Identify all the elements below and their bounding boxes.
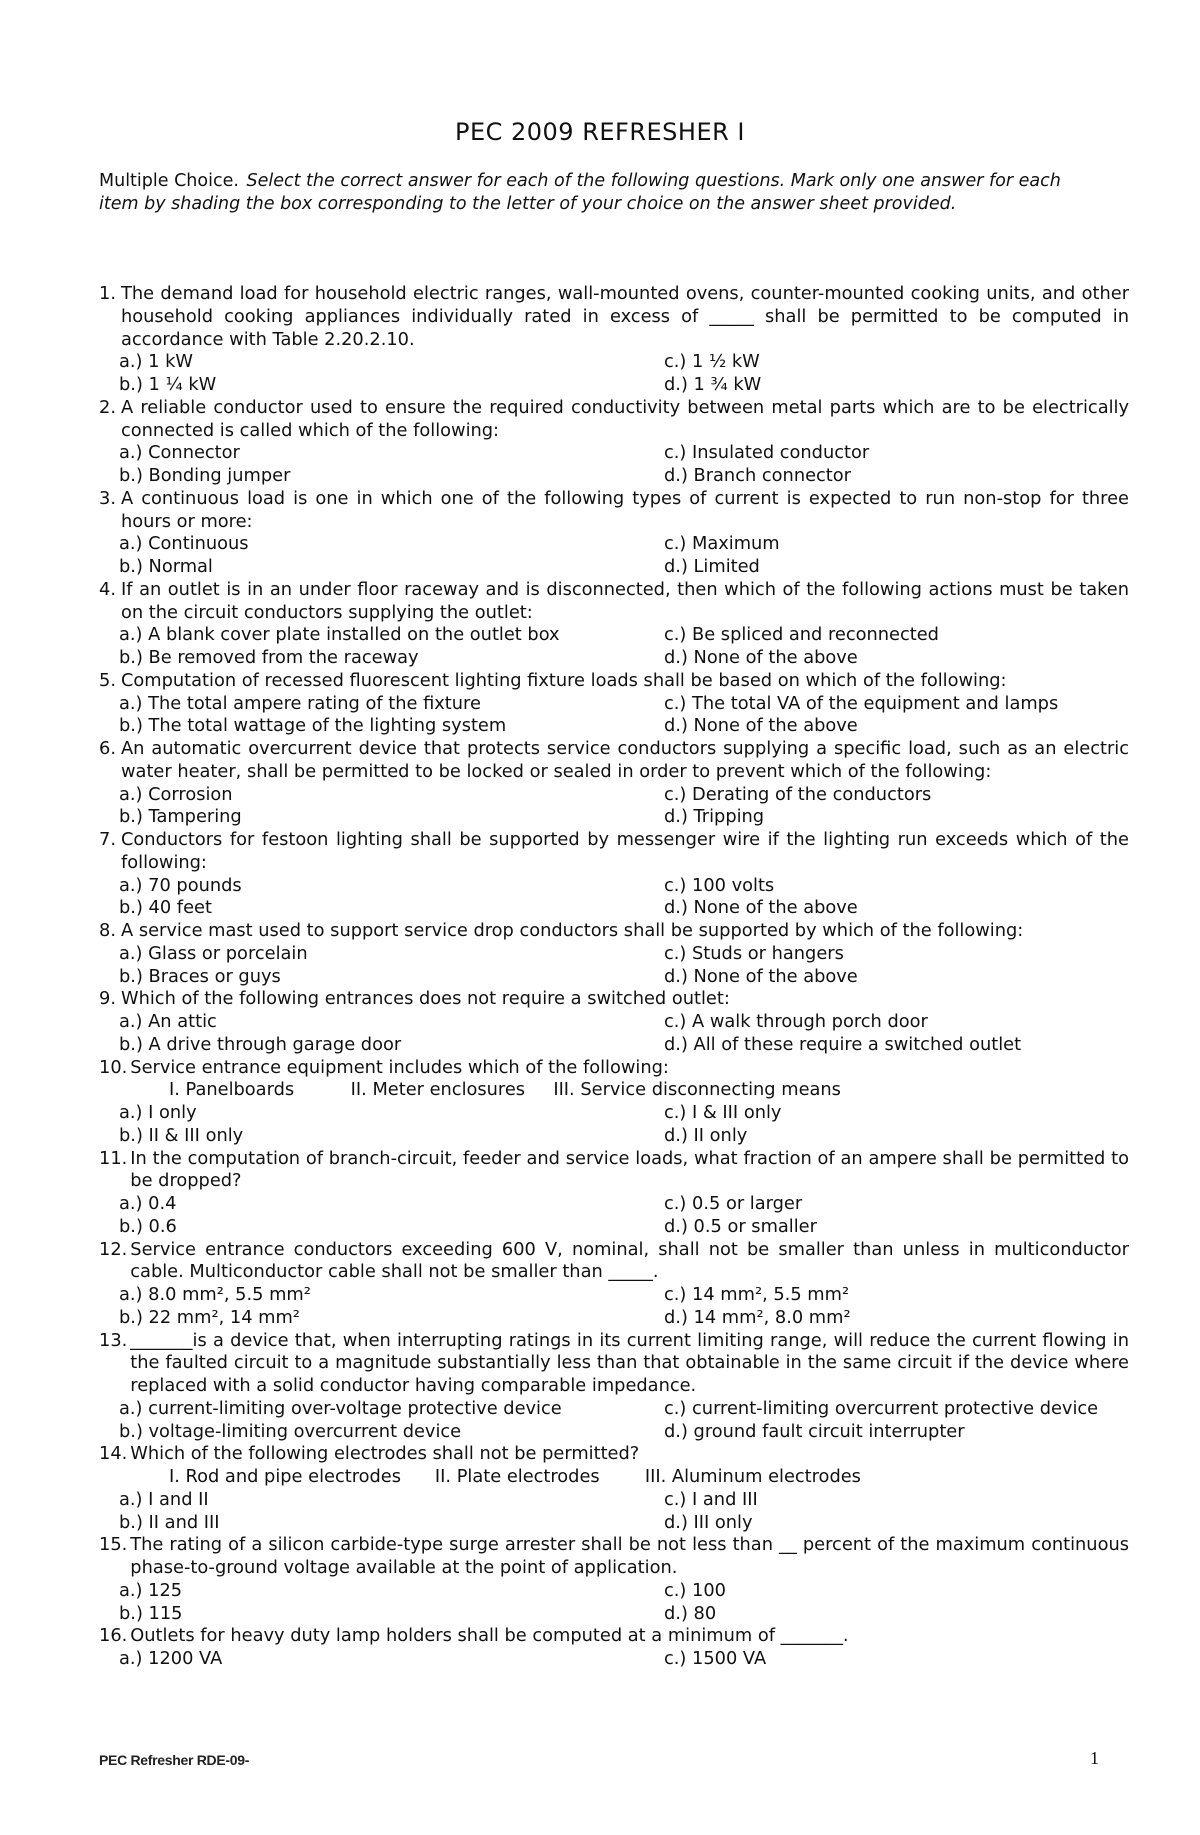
question-text: Service entrance equipment includes which of the following: xyxy=(130,1056,669,1078)
question-stem xyxy=(99,1057,1129,1080)
answer-option: a.) A blank cover plate installed on the outlet box xyxy=(119,624,560,646)
answer-option: b.) A drive through garage door xyxy=(119,1033,402,1055)
question-number: 6. xyxy=(99,738,116,759)
question-stem xyxy=(99,1239,1129,1285)
answer-option: d.) None of the above xyxy=(664,897,858,919)
option-row xyxy=(119,1489,1129,1512)
question-stem xyxy=(99,1148,1129,1194)
option-row xyxy=(119,1307,1129,1330)
answer-option: b.) II and III xyxy=(119,1511,220,1533)
question-number: 5. xyxy=(99,669,116,691)
answer-option: a.) 1 kW xyxy=(119,351,193,373)
option-row xyxy=(119,1421,1129,1444)
option-row xyxy=(119,715,1129,738)
option-row xyxy=(119,1512,1129,1535)
question-6 xyxy=(99,738,1129,829)
answer-option: a.) I and II xyxy=(119,1488,209,1510)
answer-option: d.) None of the above xyxy=(664,647,858,668)
question-text: Outlets for heavy duty lamp holders shall be computed at a minimum of _______. xyxy=(130,1625,849,1647)
answer-option: d.) 1 ¾ kW xyxy=(664,374,762,395)
answer-options xyxy=(99,442,1129,488)
option-row xyxy=(119,784,1129,807)
answer-option: c.) The total VA of the equipment and lamps xyxy=(664,692,1059,714)
question-text: Which of the following entrances does not require a switched outlet: xyxy=(121,988,730,1010)
answer-option: d.) Branch connector xyxy=(664,465,851,486)
question-number: 8. xyxy=(99,920,116,941)
answer-option: d.) III only xyxy=(664,1511,753,1533)
question-11 xyxy=(99,1148,1129,1239)
option-row xyxy=(119,442,1129,465)
option-row xyxy=(119,1125,1129,1148)
option-row xyxy=(119,1216,1129,1239)
option-row xyxy=(119,1603,1129,1626)
question-text: Conductors for festoon lighting shall be supported by messenger wire if the lighting run exceeds which of the following: xyxy=(121,829,1129,873)
answer-options xyxy=(99,1398,1129,1444)
answer-option: b.) Normal xyxy=(119,556,213,577)
question-stem xyxy=(99,488,1129,534)
answer-options xyxy=(99,1011,1129,1057)
question-stem xyxy=(99,670,1129,693)
answer-option: b.) 40 feet xyxy=(119,897,212,919)
question-9 xyxy=(99,988,1129,1056)
answer-option: a.) An attic xyxy=(119,1011,217,1032)
question-items: I. Panelboards II. Meter enclosures III. Service disconnecting means xyxy=(169,1079,841,1101)
question-number: 9. xyxy=(99,988,116,1010)
answer-option: d.) ground fault circuit interrupter xyxy=(664,1420,965,1442)
answer-option: b.) Braces or guys xyxy=(119,965,281,987)
question-stem xyxy=(99,1330,1129,1398)
answer-option: b.) 1 ¼ kW xyxy=(119,374,217,395)
answer-options xyxy=(99,1489,1129,1535)
question-number: 3. xyxy=(99,487,116,509)
question-stem xyxy=(99,1443,1129,1466)
answer-option: a.) The total ampere rating of the fixture xyxy=(119,692,481,714)
option-row xyxy=(119,624,1129,647)
answer-option: a.) Continuous xyxy=(119,533,249,555)
answer-option: b.) Be removed from the raceway xyxy=(119,647,419,668)
answer-option: b.) II & III only xyxy=(119,1124,244,1146)
instructions-lead: Multiple Choice. xyxy=(99,171,239,191)
answer-option: d.) Limited xyxy=(664,556,760,577)
answer-option: a.) 1200 VA xyxy=(119,1648,223,1669)
answer-option: d.) 0.5 or smaller xyxy=(664,1215,817,1237)
question-3 xyxy=(99,488,1129,579)
answer-option: d.) 14 mm², 8.0 mm² xyxy=(664,1306,851,1328)
answer-option: c.) Studs or hangers xyxy=(664,942,844,964)
option-row xyxy=(119,1102,1129,1125)
option-row xyxy=(119,1648,1129,1671)
question-text: _______is a device that, when interrupting ratings in its current limiting range, will reduce the current flowing in the faulted circuit to a magnitude substantially less than that obtainable in the same circuit if the device where replaced with a solid conductor having comparable impedance. xyxy=(130,1329,1129,1396)
question-stem xyxy=(99,397,1129,443)
answer-options xyxy=(99,875,1129,921)
answer-option: b.) The total wattage of the lighting system xyxy=(119,715,507,737)
question-list xyxy=(99,283,1129,1671)
answer-option: b.) 22 mm², 14 mm² xyxy=(119,1306,300,1328)
answer-options xyxy=(99,533,1129,579)
option-row xyxy=(119,351,1129,374)
answer-options xyxy=(99,1284,1129,1330)
answer-option: a.) Corrosion xyxy=(119,783,233,805)
question-number: 16. xyxy=(99,1625,128,1647)
option-row xyxy=(119,1284,1129,1307)
question-14 xyxy=(99,1443,1129,1534)
answer-option: c.) Derating of the conductors xyxy=(664,783,932,805)
answer-option: c.) I & III only xyxy=(664,1102,782,1123)
answer-option: c.) Maximum xyxy=(664,533,780,555)
option-row xyxy=(119,647,1129,670)
question-number: 15. xyxy=(99,1534,128,1556)
answer-option: c.) 14 mm², 5.5 mm² xyxy=(664,1284,850,1305)
answer-options xyxy=(99,351,1129,397)
question-text: An automatic overcurrent device that protects service conductors supplying a specific load, such as an electric water heater, shall be permitted to be locked or sealed in order to prevent which of the following: xyxy=(121,738,1129,782)
answer-option: d.) Tripping xyxy=(664,806,765,828)
answer-option: b.) Bonding jumper xyxy=(119,465,291,486)
question-text: A service mast used to support service drop conductors shall be supported by which of the following: xyxy=(121,920,1024,941)
option-row xyxy=(119,556,1129,579)
question-number: 7. xyxy=(99,829,116,850)
answer-option: c.) 100 xyxy=(664,1579,726,1601)
answer-option: c.) Be spliced and reconnected xyxy=(664,624,939,646)
answer-option: c.) Insulated conductor xyxy=(664,442,870,464)
answer-options xyxy=(99,1648,1129,1671)
question-number: 1. xyxy=(99,283,116,304)
question-stem xyxy=(99,283,1129,351)
option-row xyxy=(119,806,1129,829)
question-7 xyxy=(99,829,1129,920)
answer-option: d.) None of the above xyxy=(664,715,858,737)
answer-option: d.) 80 xyxy=(664,1602,717,1624)
option-row xyxy=(119,897,1129,920)
option-row xyxy=(119,1011,1129,1034)
answer-options xyxy=(99,693,1129,739)
question-number: 2. xyxy=(99,396,116,418)
instructions-body: Select the correct answer for each of the following questions. Mark only one answer for each item by shading the box corresponding to the letter of your choice on the answer sheet provided. xyxy=(99,171,1061,214)
answer-options xyxy=(99,943,1129,989)
answer-option: c.) 1500 VA xyxy=(664,1648,767,1669)
question-number: 13. xyxy=(99,1329,128,1351)
question-number: 11. xyxy=(99,1147,128,1169)
question-stem xyxy=(99,1534,1129,1580)
answer-option: c.) A walk through porch door xyxy=(664,1011,928,1032)
answer-option: d.) II only xyxy=(664,1124,748,1146)
answer-option: c.) 100 volts xyxy=(664,874,775,896)
document-title: PEC 2009 REFRESHER I xyxy=(454,118,746,146)
option-row xyxy=(119,1034,1129,1057)
answer-option: a.) I only xyxy=(119,1102,197,1123)
question-stem xyxy=(99,738,1129,784)
question-items: I. Rod and pipe electrodes II. Plate electrodes III. Aluminum electrodes xyxy=(169,1466,861,1487)
option-row xyxy=(119,465,1129,488)
option-row xyxy=(119,374,1129,397)
question-text: In the computation of branch-circuit, feeder and service loads, what fraction of an ampere shall be permitted to be dropped? xyxy=(130,1147,1129,1192)
option-row xyxy=(119,1193,1129,1216)
answer-option: a.) Glass or porcelain xyxy=(119,942,308,964)
question-13 xyxy=(99,1330,1129,1444)
option-row xyxy=(119,533,1129,556)
question-text: If an outlet is in an under floor raceway and is disconnected, then which of the following actions must be taken on the circuit conductors supplying the outlet: xyxy=(121,578,1129,623)
answer-option: a.) 125 xyxy=(119,1579,183,1601)
option-row xyxy=(119,943,1129,966)
page-number: 1 xyxy=(1090,1748,1099,1768)
question-4 xyxy=(99,579,1129,670)
answer-option: c.) 1 ½ kW xyxy=(664,351,760,373)
answer-option: a.) 70 pounds xyxy=(119,874,242,896)
answer-options xyxy=(99,784,1129,830)
question-stem xyxy=(99,829,1129,875)
answer-option: d.) None of the above xyxy=(664,965,858,987)
question-2 xyxy=(99,397,1129,488)
question-text: The demand load for household electric ranges, wall-mounted ovens, counter-mounted cooking units, and other household cooking appliances individually rated in excess of _____ shall be permitted to be computed in accordance with Table 2.20.2.10. xyxy=(121,283,1129,350)
answer-options xyxy=(99,1580,1129,1626)
option-row xyxy=(119,1398,1129,1421)
answer-option: a.) 0.4 xyxy=(119,1193,177,1214)
question-text: A reliable conductor used to ensure the required conductivity between metal parts which are to be electrically connected is called which of the following: xyxy=(121,396,1129,441)
answer-option: a.) current-limiting over-voltage protective device xyxy=(119,1397,562,1419)
question-number: 10. xyxy=(99,1056,128,1078)
question-text: The rating of a silicon carbide-type surge arrester shall be not less than __ percent of the maximum continuous phase-to-ground voltage available at the point of application. xyxy=(130,1534,1129,1578)
answer-option: b.) 0.6 xyxy=(119,1215,177,1237)
footer-label: PEC Refresher RDE-09- xyxy=(99,1752,250,1768)
option-row xyxy=(119,693,1129,716)
question-5 xyxy=(99,670,1129,738)
question-15 xyxy=(99,1534,1129,1625)
question-text: Service entrance conductors exceeding 600 V, nominal, shall not be smaller than unless in multiconductor cable. Multiconductor cable shall not be smaller than _____. xyxy=(130,1238,1129,1283)
answer-option: c.) current-limiting overcurrent protective device xyxy=(664,1397,1099,1419)
question-number: 4. xyxy=(99,578,116,600)
question-stem xyxy=(99,579,1129,625)
question-stem xyxy=(99,1625,1129,1648)
answer-option: b.) 115 xyxy=(119,1602,183,1624)
question-number: 14. xyxy=(99,1443,128,1465)
question-8 xyxy=(99,920,1129,988)
option-row xyxy=(119,966,1129,989)
option-row xyxy=(119,875,1129,898)
instructions xyxy=(99,170,1099,216)
question-12 xyxy=(99,1239,1129,1330)
answer-option: c.) 0.5 or larger xyxy=(664,1193,803,1214)
question-text: Computation of recessed fluorescent lighting fixture loads shall be based on which of the following: xyxy=(121,669,1007,691)
option-row xyxy=(119,1580,1129,1603)
question-text: A continuous load is one in which one of the following types of current is expected to run non-stop for three hours or more: xyxy=(121,487,1129,532)
answer-option: a.) 8.0 mm², 5.5 mm² xyxy=(119,1284,311,1305)
question-10 xyxy=(99,1057,1129,1148)
question-number: 12. xyxy=(99,1238,128,1260)
answer-options xyxy=(99,624,1129,670)
question-stem xyxy=(99,920,1129,943)
answer-option: c.) I and III xyxy=(664,1488,758,1510)
answer-option: b.) Tampering xyxy=(119,806,242,828)
answer-options xyxy=(99,1193,1129,1239)
question-1 xyxy=(99,283,1129,397)
answer-option: a.) Connector xyxy=(119,442,240,464)
answer-options xyxy=(99,1102,1129,1148)
question-text: Which of the following electrodes shall not be permitted? xyxy=(130,1443,640,1465)
question-stem xyxy=(99,988,1129,1011)
answer-option: b.) voltage-limiting overcurrent device xyxy=(119,1420,462,1442)
question-16 xyxy=(99,1625,1129,1671)
answer-option: d.) All of these require a switched outlet xyxy=(664,1033,1022,1055)
